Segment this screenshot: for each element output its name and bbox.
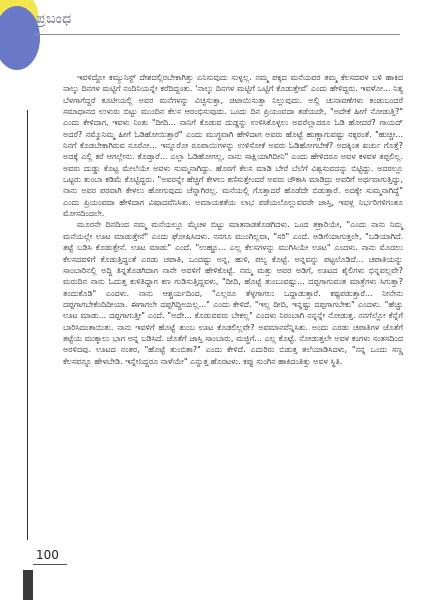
corner-blue-circle: [0, 6, 40, 70]
left-vertical-rule: [27, 110, 28, 540]
paragraph: ಇವಳಿದ್ದೋ ಕಮ್ಯುನಿಸ್ಟ್ ದೇಶದಲ್ಲಿರಬೇಕಾಗಿತ್ತು ಎನಿಸುವುದು ಸುಳ್ಳಲ್ಲ. ನಮ್ಮ ಪಕ್ಕದ ಮನೆಯವರ ತಮ್ಮ ಕೆಲಸದವಳ ಬಳಿ ಹಾಕಿದ ನಾಲ್ಕು ದಿನಗಳ ಮಟ್ಟಿಗೆ ನಂದಿನಿಯನ್ನೇ ಕರೆದಿದ್ದಂತು. 'ನಾಲ್ಕು ದಿನಗಳ ಮಟ್ಟಿಗೆ ಒಟ್ಟಿಗೆ ಕೊಡುತ್ತೇವೆ' ಎಂದು ಹೇಳಿದ್ದರು. ಇವಳೋ... ನಿತ್ಯ ಬೆಳಗಾಗೆದ್ದರೆ ಕೂಟೀಯಲ್ಲಿ ಅವರ ಮನೆಗಳನ್ನು ವಿಚ್ಛಿಸುತ್ತಾ, ಚಿಟಾಯಿಸುತ್ತಾ ನಿಲ್ಲುವುದು. ಅಲ್ಲಿ ಚುನಾವಣೆಗಳು ಕಂಡುಬಂದರೆ ಸಮಾಧಾನದ ಉಳುರು ಬಿಟ್ಟು ಮುಂದಿನ ಕೆಲಸ ಆರಂಭಿಸುವುದು. ಒಂದು ದಿನ ಪ್ರಿಯಂವದಾ ತಡೆಯದೇ, "ಅದೇಕೆ ಹೀಗೆ ನೋಡುತ್ತಿ?" ಎಂದು ಕೇಳಿದಾಗ, ಇವಳು ನಿಂತು "ದೀದಿ... ನಾನಿಗೆ ಕೊಡುವ ದುಡ್ಡನ್ನು ಉಳಿಸಿಕೊಳ್ಳಲು ಅವರೆಲ್ಲಾದರೂ ಓಡಿ ಹೋದರೆ? ಗಾಯದ್ ಅದರೆ? ನಮ್ಮೊನಿಮ್ಮ ಹೀಗೆ ಓಡಿಹೋಯಿತ್ತಾರೆ" ಎಂದು ಮುಗ್ಧವಾಗಿ ಹೇಳಿದಾಗ ಅವರು ಹೊಟ್ಟೆ ಹುಣ್ಣಾಗುವಷ್ಟು ನಕ್ಕರಂತೆ. "ಹುಚ್ಚೀ... ನಿನಗೆ ಕೊಡಬೇಕಾಗಿರುವ ನೂರೋ... ಇನ್ನೂರೋ ರೂಪಾಯಿಗಳನ್ನು ಉಳಿಸೋಕೆ ಅವರು ಓಡಿಹೋಗಬೇಕೆ? ಅದಕ್ಕಿಂತ ಖರ್ಚು ಗೊತ್ತೆ? ಅದಕ್ಕೆ ಎಲ್ಲಿ ಕರೆ ಆಗಲ್ಲೇನು. ಕೊಡ್ತಾರೆ... ಎಲ್ಲಾ ಓಡಿಹೋಗಲ್ಲ, ನಾನು ಸಾಕ್ಷಿಯಾಗಿದೀನಿ" ಎಂದು ಹೇಳಿದರೂ ಅವಳ ಕಳವಳ ತಪ್ಪಲಿಲ್ಲ. ಅವರು ದುಡ್ಡು ಕೊಟ್ಟ ಮೇಲೆಯೇ ಅವಳು ಸುಮ್ಮನಾಗಿದ್ದು. ಹೊರಗೆ ಕೆಲಸ ಮಾಡಿ ಬೇರೆ ಬೆಲೆಗೆ ವಿಶ್ವಸುವದನ್ನು ಬಿಟ್ಟಿದ್ದು. ಅದರಲ್ಲೂ ಒಟ್ಟರು ತುಂಬಾ ಕಡಿಮೆ ಕೊಟ್ಟಿದ್ದರು. "ಅವರನ್ನೇ ಹೆಚ್ಚಿಗೆ ಕೇಳಲು ಕಣಿಸುತ್ತೇಂದರೆ ಅವರು ಚೌಕಾಸಿ ಮಾಡಿದ್ರು ಅವರಿಗೆ ಅರ್ಥವಾಗುತ್ತಿದ್ದು, ನಾನು ಅವರ ಪರವಾಗಿ ಕೇಳಲು ಹೋಗುವುದು ಚೆನ್ನಾಗಿರಲ್ಲ. ಮನೆಯಲ್ಲಿ ಗೊತ್ತಾದರೆ ಹೊಡೆದೇ ಬಿಡುತ್ತಾರೆ. ಅದಕ್ಕೇ ಸುಮ್ಮನಾಗಿದ್ದೆ" ಎಂದು ಪ್ರಿಯಂವದಾ ಹೇಳಿದಾಗ ವಿಷಾದವೆನಿಸಿತು. ಅಮಾಯಕತೆಯ ಲಾಭ ಪಡೆಯಲೊಲ್ಲುವವರೇ ಜಾಸ್ತಿ, ಇವಳ್ಲ ನಿರ್ಭರಿಗಳಿಗಂತೂ ಮೋಸದಿಂದಲೇ.: [63, 73, 403, 219]
body-text: [63, 72, 403, 367]
section-title: ಪ್ರಬಂಧ: [36, 11, 72, 27]
bottom-left-bar: [23, 570, 33, 600]
header-rule: [34, 34, 400, 35]
page-number-rule: [33, 564, 67, 565]
page-number: 100: [36, 548, 59, 562]
paragraph: ಮೂರನೇ ದಿನದಿಂದ ನಮ್ಮ ಮನೆಯಲ್ಲೂ ಮೈಚಳ ಬಿಟ್ಟು ಮಾತನಾಡತೊಡಗಿದಳು. ಒಂದ ತಕ್ರಾರಿಯೇ, "ಎಂದು ನಾನು ನಿಮ್ಮ ಮನೆಯಲ್ಲೇ ಊಟ ಮಾಡುತ್ತೇನೆ" ಎಂದು ಘೋಷಿಸಿದಳು. ನನಗೂ ಮುಂಗಿಲ್ಲವಾ, "ಸರಿ" ಎಂದೆ. ಅಡಿಗೆಯಾಗುತ್ತಲೇ, "ಬಡಿಯಾಗಿದೆ. ತಟ್ಟೆ ಬಡಿಸಿ ಕೊಡುತ್ತೇನೆ. ಊಟ ಮಾಡು" ಎಂದೆ. "ಉಹ್ಹೂ... ಎಲ್ಲ ಕೆಲಸಗಳನ್ನು ಮುಗಿಸಿಯೇ ಊಟ" ಎಂದಳು. ನಾನು ಮೊದಲು ಕೆಲಸದವಳಿಗೆ ಕೊಡುತ್ತಿದ್ದಂತೆ ಎರಡು ಚಪಾತಿ, ಒಂದಷ್ಟು ಅನ್ನ, ಹುಳಿ, ಪಲ್ಯ ಕೊಟ್ಟೆ. ಅನ್ನವನ್ನು ಪಟ್ಟಲೊಡಿದೆ... ಚಪಾತಿಯನ್ನು ಸಾಂಬಾರಿನಲ್ಲಿ ಅದ್ದಿ ತಿನ್ನತೊಡಗಿದಾಗ ನಾನೇ ಅವಳಿಗೆ ಹೇಳಿಕೊಟ್ಟೆ. ನಮ್ಮ ಮತ್ತು ಅವರ ಅಡಿಗೆ, ಊಟದ ಶೈಲಿಗಳು ಭಿನ್ನವಲ್ಲವೇ? ಮರುದಿನ ನಾನು ಓದುತ್ತ ಕುಳಿತಿದ್ದಾಗ ಕಣ ಗುಡಿಸುತ್ತಿದ್ದವಳು, "ದೀದಿ, ಹೊಟ್ಟೆ ತುಂಬುವಷ್ಟು... ದಪ್ಪಗಾಗುವಂತ ಮಾತ್ರೆಗಳು ಸಿಗುತ್ತಾ? ತಂದುಕೊಡಿ" ಎಂದಳು. ನಾನು ಆಶ್ಚರ್ಯದಿಂದ, "ಎಲ್ಲರೂ ತೆಳ್ಳಗಾಗಲು ಒದ್ದಾಡುತ್ತಾರೆ. ಕಷ್ಟಪಡುತ್ತಾರೆ... ನೀನೇನು ದಪ್ಪಗಾಗಬೇಕೆಂದಿದೀಯಾ. ಈಗಾಗಲೇ ದಪ್ಪಗಿದ್ದೀಯಲ್ಲ..." ಎಂದು ಕೇಳಿದೆ. "ಇಲ್ಲ ದೀದಿ, ಇನ್ನಷ್ಟು ದಪ್ಪಗಾಗಬೇಕು" ಎಂದಳು. "ಹೆಚ್ಚು ಊಟ ಮಾಡು... ದಪ್ಪಗಾಗುತ್ತೀ" ಎಂದೆ. "ಅದೇ... ಕೊಡುವವರು ಬೇಕಲ್ಲ" ಎಂದಳು ನಿರಂಬಾಗಿ ನನ್ನನ್ನೇ ನೋಡುತ್ತ. ನನಗೆಲ್ಲೋ ಕೆನ್ನೆಗೆ ಬಾರಿಸಿದಂತಾಯಿತು. ನಾನು ಇವಳಿಗೆ ಹೊಟ್ಟೆ ತುಂಬ ಊಟ ಕೊಡಲಿಲ್ಲವೇ? ಅವಮಾನವೆನ್ನಿಸಿತು. ಅಂದು ಎರಡು ಚಪಾತಿಗಳ ಜೊತೆಗೆ ತಟ್ಟೆಯ ಮುಕ್ಕಾಲು ಭಾಗ ಅನ್ನ ಬಡಿಸಿದೆ. ಜೊತೆಗೆ ಜಾಸ್ತಿ ಸಾಂಬಾರು, ಮಜ್ಜಿಗೆ... ಎಲ್ಲ ಕೊಟ್ಟೆ. ನೋಡುತ್ತಲೇ ಅವಳ ಕಂಗಳು ಸಂತಸದಿಂದ ಅರಳಿದವು. ಊಟದ ನಂತರ, "ಹೊಟ್ಟೆ ತುಂಬಿತಾ?" ಎಂದು ಕೇಳಿದೆ. ಎದುರಿರು ಬಿಡುತ್ತ ತಲೆಯಾಡಿಸಿದಳು, "ನನ್ನ ಒಂದು ಸಣ್ಣ ಕೆಲಸವನ್ನೂ ಹೇಳಬೇಡಿ. ಇನ್ನೇನಿದ್ದರೂ ನಾಳೆಯೇ" ಎನ್ನುತ್ತ ಹೊರಟಳು. ಕಪ್ಪು ಸುಂಗಿನ ಹಾಕಿದಂತಿತ್ತು ಅವಳ ಸ್ಥಿತಿ.: [63, 220, 403, 366]
